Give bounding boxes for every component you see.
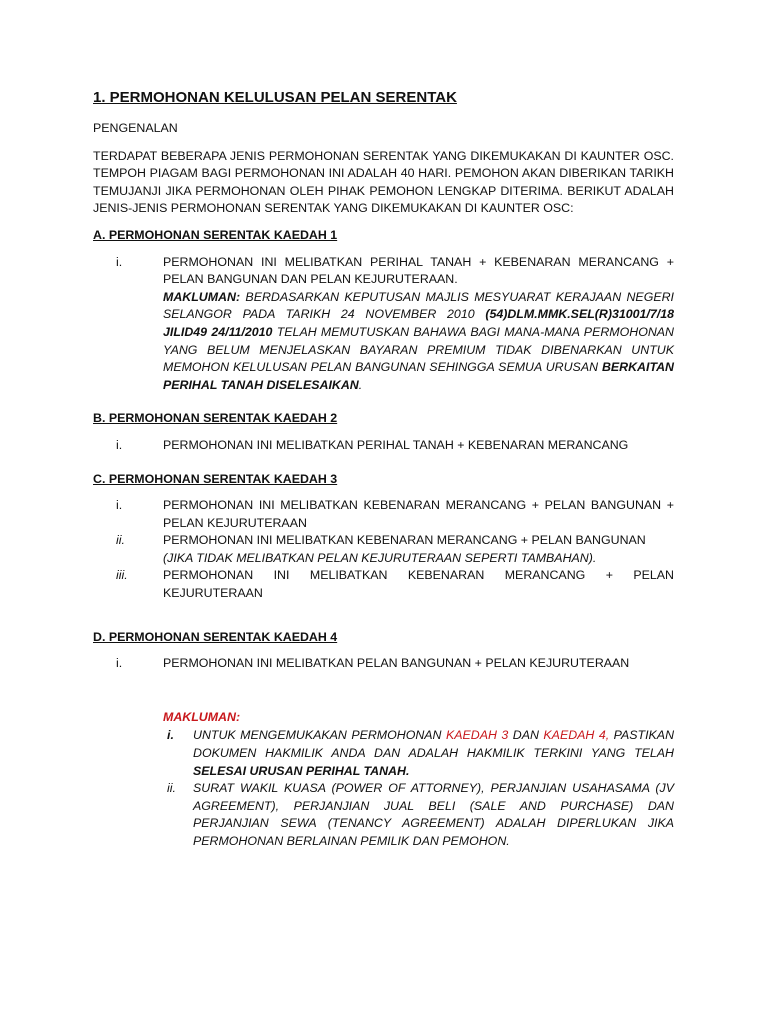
item-note: (JIKA TIDAK MELIBATKAN PELAN KEJURUTERAAN SEPERTI TAMBAHAN).: [163, 550, 597, 565]
makluman-heading: MAKLUMAN:: [163, 709, 241, 724]
makluman-item-2: [163, 780, 674, 850]
text-part: PASTIKAN DOKUMEN HAKMILIK ANDA DAN ADALAH HAKMILIK TERKINI YANG TELAH: [193, 728, 675, 761]
item-text: PERMOHONAN INI MELIBATKAN KEBENARAN MERANCANG + PELAN BANGUNAN: [163, 533, 646, 548]
note-end: .: [358, 377, 363, 392]
item-number: iii.: [116, 568, 128, 583]
document-title: 1. PERMOHONAN KELULUSAN PELAN SERENTAK: [93, 89, 457, 106]
intro-paragraph: TERDAPAT BEBERAPA JENIS PERMOHONAN SERENTAK YANG DIKEMUKAKAN DI KAUNTER OSC. TEMPOH PIAGAM BAGI PERMOHONAN INI ADALAH 40 HARI. PEMOHON AKAN DIBERIKAN TARIKH TEMUJANJI JIKA PERMOHONAN OLEH PIHAK PEMOHON LENGKAP DITERIMA. BERIKUT ADALAH JENIS-JENIS PERMOHONAN SERENTAK YANG DIKEMUKAKAN DI KAUNTER OSC:: [93, 148, 674, 216]
section-a-item-1: [93, 254, 674, 395]
item-number: ii.: [167, 781, 176, 796]
section-a-heading: A. PERMOHONAN SERENTAK KAEDAH 1: [93, 227, 338, 242]
section-b-heading: B. PERMOHONAN SERENTAK KAEDAH 2: [93, 411, 338, 426]
makluman-note: [163, 289, 674, 395]
note-label: MAKLUMAN:: [163, 289, 241, 304]
note-text-2: TELAH MEMUTUSKAN BAHAWA BAGI MANA-MANA PERMOHONAN YANG BELUM MENJELASKAN BAYARAN PREMIUM TIDAK DIBENARKAN UNTUK MEMOHON KELULUSAN PELAN BANGUNAN SEHINGGA SEMUA URUSAN: [163, 324, 674, 375]
item-body: [163, 532, 674, 567]
text-part: UNTUK MENGEMUKAKAN PERMOHONAN: [193, 728, 446, 743]
note-bold-end: BERKAITAN PERIHAL TANAH DISELESAIKAN: [163, 360, 674, 392]
section-c-item-2: [93, 532, 674, 567]
item-text: PERMOHONAN INI MELIBATKAN PELAN BANGUNAN + PELAN KEJURUTERAAN: [163, 656, 630, 671]
bold-text: SELESAI URUSAN PERIHAL TANAH.: [193, 763, 410, 778]
item-number: i.: [167, 728, 174, 743]
item-text: PERMOHONAN INI MELIBATKAN KEBENARAN MERANCANG + PELAN BANGUNAN + PELAN KEJURUTERAAN: [163, 498, 674, 530]
item-text: [193, 727, 674, 780]
section-c-item-1: [93, 497, 674, 532]
item-body: [163, 254, 674, 395]
makluman-block: [163, 709, 674, 851]
item-text: PERMOHONAN INI MELIBATKAN PERIHAL TANAH + KEBENARAN MERANCANG + PELAN BANGUNAN DAN PELAN KEJURUTERAAN.: [163, 254, 674, 287]
note-reference: (54)DLM.MMK.SEL(R)31001/7/18 JILID49 24/11/2010: [163, 307, 674, 339]
item-number: i.: [116, 498, 123, 513]
item-text: PERMOHONAN INI MELIBATKAN KEBENARAN MERANCANG + PELAN KEJURUTERAAN: [163, 568, 674, 601]
section-b-item-1: [93, 437, 674, 455]
makluman-item-1: [163, 727, 674, 780]
section-c-item-3: [93, 567, 674, 602]
section-d-item-1: [93, 655, 674, 673]
section-d-heading: D. PERMOHONAN SERENTAK KAEDAH 4: [93, 629, 338, 644]
item-text: SURAT WAKIL KUASA (POWER OF ATTORNEY), PERJANJIAN USAHASAMA (JV AGREEMENT), PERJANJIAN JUAL BELI (SALE AND PURCHASE) DAN PERJANJIAN SEWA (TENANCY AGREEMENT) ADALAH DIPERLUKAN JIKA PERMOHONAN BERLAINAN PEMILIK DAN PEMOHON.: [193, 781, 674, 848]
item-number: i.: [116, 254, 123, 269]
item-text: PERMOHONAN INI MELIBATKAN PERIHAL TANAH + KEBENARAN MERANCANG: [163, 437, 629, 452]
text-part: DAN: [508, 728, 544, 743]
section-c-heading: C. PERMOHONAN SERENTAK KAEDAH 3: [93, 471, 338, 486]
kaedah-4-highlight: KAEDAH 4,: [543, 728, 610, 743]
item-number: i.: [116, 656, 123, 671]
item-number: ii.: [116, 533, 125, 548]
section-subtitle: PENGENALAN: [93, 121, 178, 135]
item-number: i.: [116, 437, 123, 452]
kaedah-3-highlight: KAEDAH 3: [445, 728, 509, 743]
note-text-1: BERDASARKAN KEPUTUSAN MAJLIS MESYUARAT KERAJAAN NEGERI SELANGOR PADA TARIKH 24 NOVEMBER 2010: [163, 289, 674, 322]
